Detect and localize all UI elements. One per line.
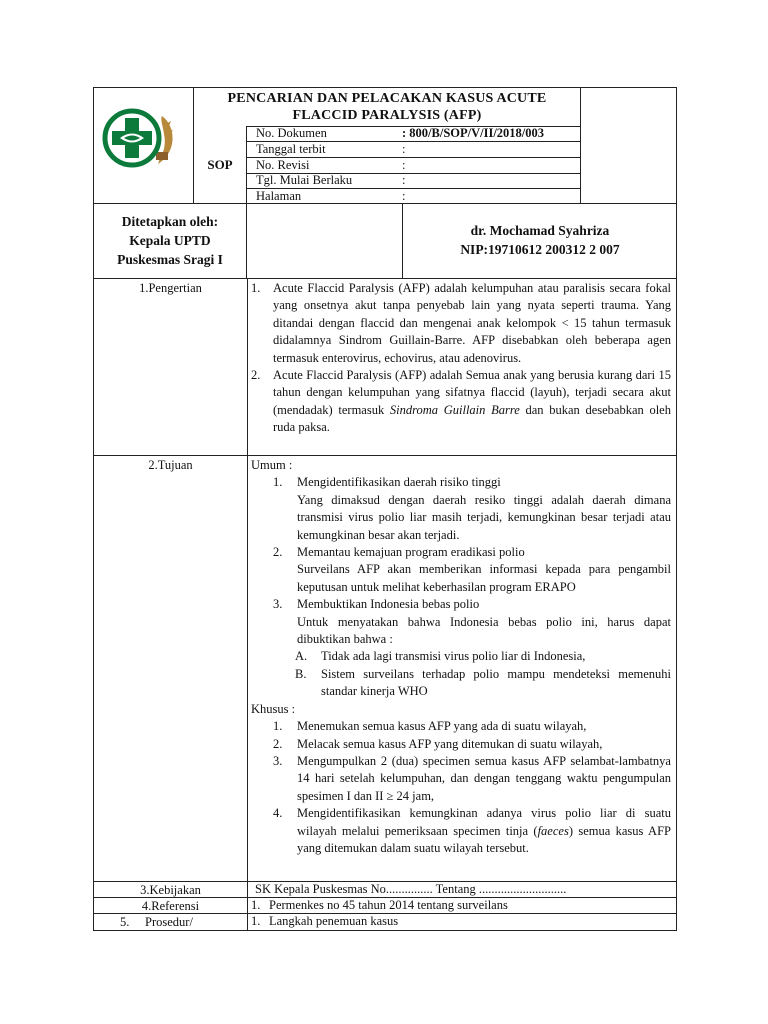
approval-row xyxy=(93,204,677,279)
item-heading: Membuktikan Indonesia bebas polio xyxy=(297,597,480,612)
meta-label: Tanggal terbit xyxy=(256,142,326,156)
item-text: Sistem surveilans terhadap polio mampu mendeteksi memenuhi standar kinerja WHO xyxy=(321,666,671,699)
item-number: B. xyxy=(295,666,307,681)
label-prosedur: 5. Prosedur/ xyxy=(120,915,193,929)
list-item xyxy=(251,718,671,735)
item-text: Surveilans AFP akan memberikan informasi kepada para pengambil keputusan untuk melihat keberhasilan program ERAPO xyxy=(297,562,671,594)
document-header xyxy=(93,87,677,204)
item-number: 2. xyxy=(273,736,283,751)
content-referensi xyxy=(251,897,671,913)
text-part: Acute Flaccid Paralysis (AFP) adalah Semua anak yang berusia kurang dari 15 tahun dengan kelumpuhan yang sifatnya flaccid (layuh), terjadi secara akut (mendadak) termasuk xyxy=(273,368,671,417)
list-item xyxy=(251,666,671,701)
item-text: Untuk menyatakan bahwa Indonesia bebas polio ini, harus dapat dibuktikan bahwa : xyxy=(297,614,671,647)
item-number: 1. xyxy=(273,719,283,734)
approval-authority xyxy=(94,204,246,278)
item-number: 3. xyxy=(273,753,283,768)
item-number: A. xyxy=(295,649,308,664)
meta-value: : xyxy=(402,173,406,187)
content-tujuan xyxy=(251,457,671,857)
item-text: Menemukan semua kasus AFP yang ada di suatu wilayah, xyxy=(297,719,587,734)
meta-halaman xyxy=(252,189,580,204)
list-item xyxy=(251,805,671,857)
label-referensi: 4.Referensi xyxy=(141,899,200,913)
item-text: Tidak ada lagi transmisi virus polio liar di Indonesia, xyxy=(321,649,586,664)
item-text: Melacak semua kasus AFP yang ditemukan di suatu wilayah, xyxy=(297,736,603,751)
meta-no-dokumen xyxy=(252,126,580,141)
meta-tgl-mulai-berlaku xyxy=(252,173,580,188)
list-item xyxy=(251,913,671,929)
item-text: Mengumpulkan 2 (dua) specimen semua kasus AFP selambat-lambatnya 14 hari setelah kelumpuhan, dan dengan tenggang waktu pengumpulan spesimen I dan II ≥ 24 jam, xyxy=(297,753,671,803)
list-item xyxy=(251,753,671,805)
text-italic: Sindroma Guillain Barre xyxy=(389,402,520,417)
item-number: 1. xyxy=(251,914,261,928)
signer-nip: NIP:19710612 200312 2 007 xyxy=(460,242,620,257)
label-tujuan: 2.Tujuan xyxy=(148,458,193,472)
content-kebijakan xyxy=(251,881,671,897)
meta-value: : xyxy=(402,158,406,172)
content-pengertian xyxy=(251,280,671,437)
sop-label: SOP xyxy=(207,157,233,172)
text-italic: faeces xyxy=(537,823,569,838)
sop-body-table xyxy=(93,279,677,931)
item-heading: Memantau kemajuan program eradikasi polio xyxy=(297,545,525,560)
signer-block xyxy=(402,204,678,278)
approval-line: Kepala UPTD xyxy=(129,233,211,248)
label-pengertian: 1.Pengertian xyxy=(139,281,202,295)
meta-label: Tgl. Mulai Berlaku xyxy=(256,173,353,187)
item-text: Permenkes no 45 tahun 2014 tentang surveilans xyxy=(269,898,508,912)
list-item xyxy=(251,544,671,596)
item-heading: Mengidentifikasikan daerah risiko tinggi xyxy=(297,475,501,490)
item-text: Acute Flaccid Paralysis (AFP) adalah kelumpuhan atau paralisis secara fokal yang onsetnya akut tanpa penyebab lain yang nyata seperti trauma. Yang ditandai dengan flaccid dan mengenai anak kelompok < 15 tahun termasuk didalamnya Sindrom Guillain-Barre. AFP disebabkan oleh beberapa agen termasuk enterovirus, echovirus, atau adenovirus. xyxy=(273,281,671,365)
list-item xyxy=(251,897,671,913)
approval-line: Puskesmas Sragi I xyxy=(117,252,223,267)
signer-name: dr. Mochamad Syahriza xyxy=(470,223,610,238)
item-text: Langkah penemuan kasus xyxy=(269,914,399,928)
list-item xyxy=(251,648,671,665)
umum-label: Umum : xyxy=(251,458,293,472)
text-part: ) semua kasus AFP yang ditemukan dalam suatu wilayah tersebut. xyxy=(297,823,671,855)
item-number: 2. xyxy=(273,545,283,560)
item-text xyxy=(273,367,671,437)
item-number: 2. xyxy=(251,368,261,383)
list-item xyxy=(251,736,671,753)
list-item xyxy=(251,596,671,648)
text-part: dan bukan desebabkan oleh ruda paksa. xyxy=(273,402,671,435)
approval-line: Ditetapkan oleh: xyxy=(121,214,219,229)
meta-label: No. Dokumen xyxy=(256,126,327,140)
item-number: 3. xyxy=(273,597,283,612)
meta-label: Halaman xyxy=(256,189,302,203)
meta-no-revisi xyxy=(252,158,580,173)
document-title xyxy=(194,88,580,128)
item-number: 1. xyxy=(251,281,261,295)
title-line-2: FLACCID PARALYSIS (AFP) xyxy=(292,108,482,123)
meta-value: : xyxy=(402,189,406,203)
item-text xyxy=(297,805,671,857)
item-number: 4. xyxy=(273,806,283,821)
meta-label: No. Revisi xyxy=(256,158,310,172)
list-item xyxy=(251,367,671,437)
item-number: 1. xyxy=(251,898,261,912)
item-number: 1. xyxy=(273,475,283,490)
meta-tanggal-terbit xyxy=(252,142,580,157)
content-prosedur xyxy=(251,913,671,929)
text-part: Mengidentifikasikan kemungkinan adanya virus polio liar di suatu wilayah melalui pemeriksaan specimen tinja ( xyxy=(297,806,671,838)
item-text: Yang dimaksud dengan daerah resiko tinggi adalah daerah dimana transmisi virus polio liar masih terjadi, kemungkinan besar terjadi atau kemungkinan besar akan terjadi. xyxy=(297,492,671,542)
list-item xyxy=(251,280,671,367)
health-logo-icon xyxy=(100,108,190,168)
kebijakan-text: SK Kepala Puskesmas No............... Tentang ............................ xyxy=(255,882,567,896)
label-kebijakan: 3.Kebijakan xyxy=(140,883,201,897)
khusus-label: Khusus : xyxy=(251,701,296,716)
meta-value: : xyxy=(402,142,406,156)
meta-value: : 800/B/SOP/V/II/2018/003 xyxy=(402,126,545,140)
title-line-1: PENCARIAN DAN PELACAKAN KASUS ACUTE xyxy=(227,91,547,106)
list-item xyxy=(251,474,671,544)
